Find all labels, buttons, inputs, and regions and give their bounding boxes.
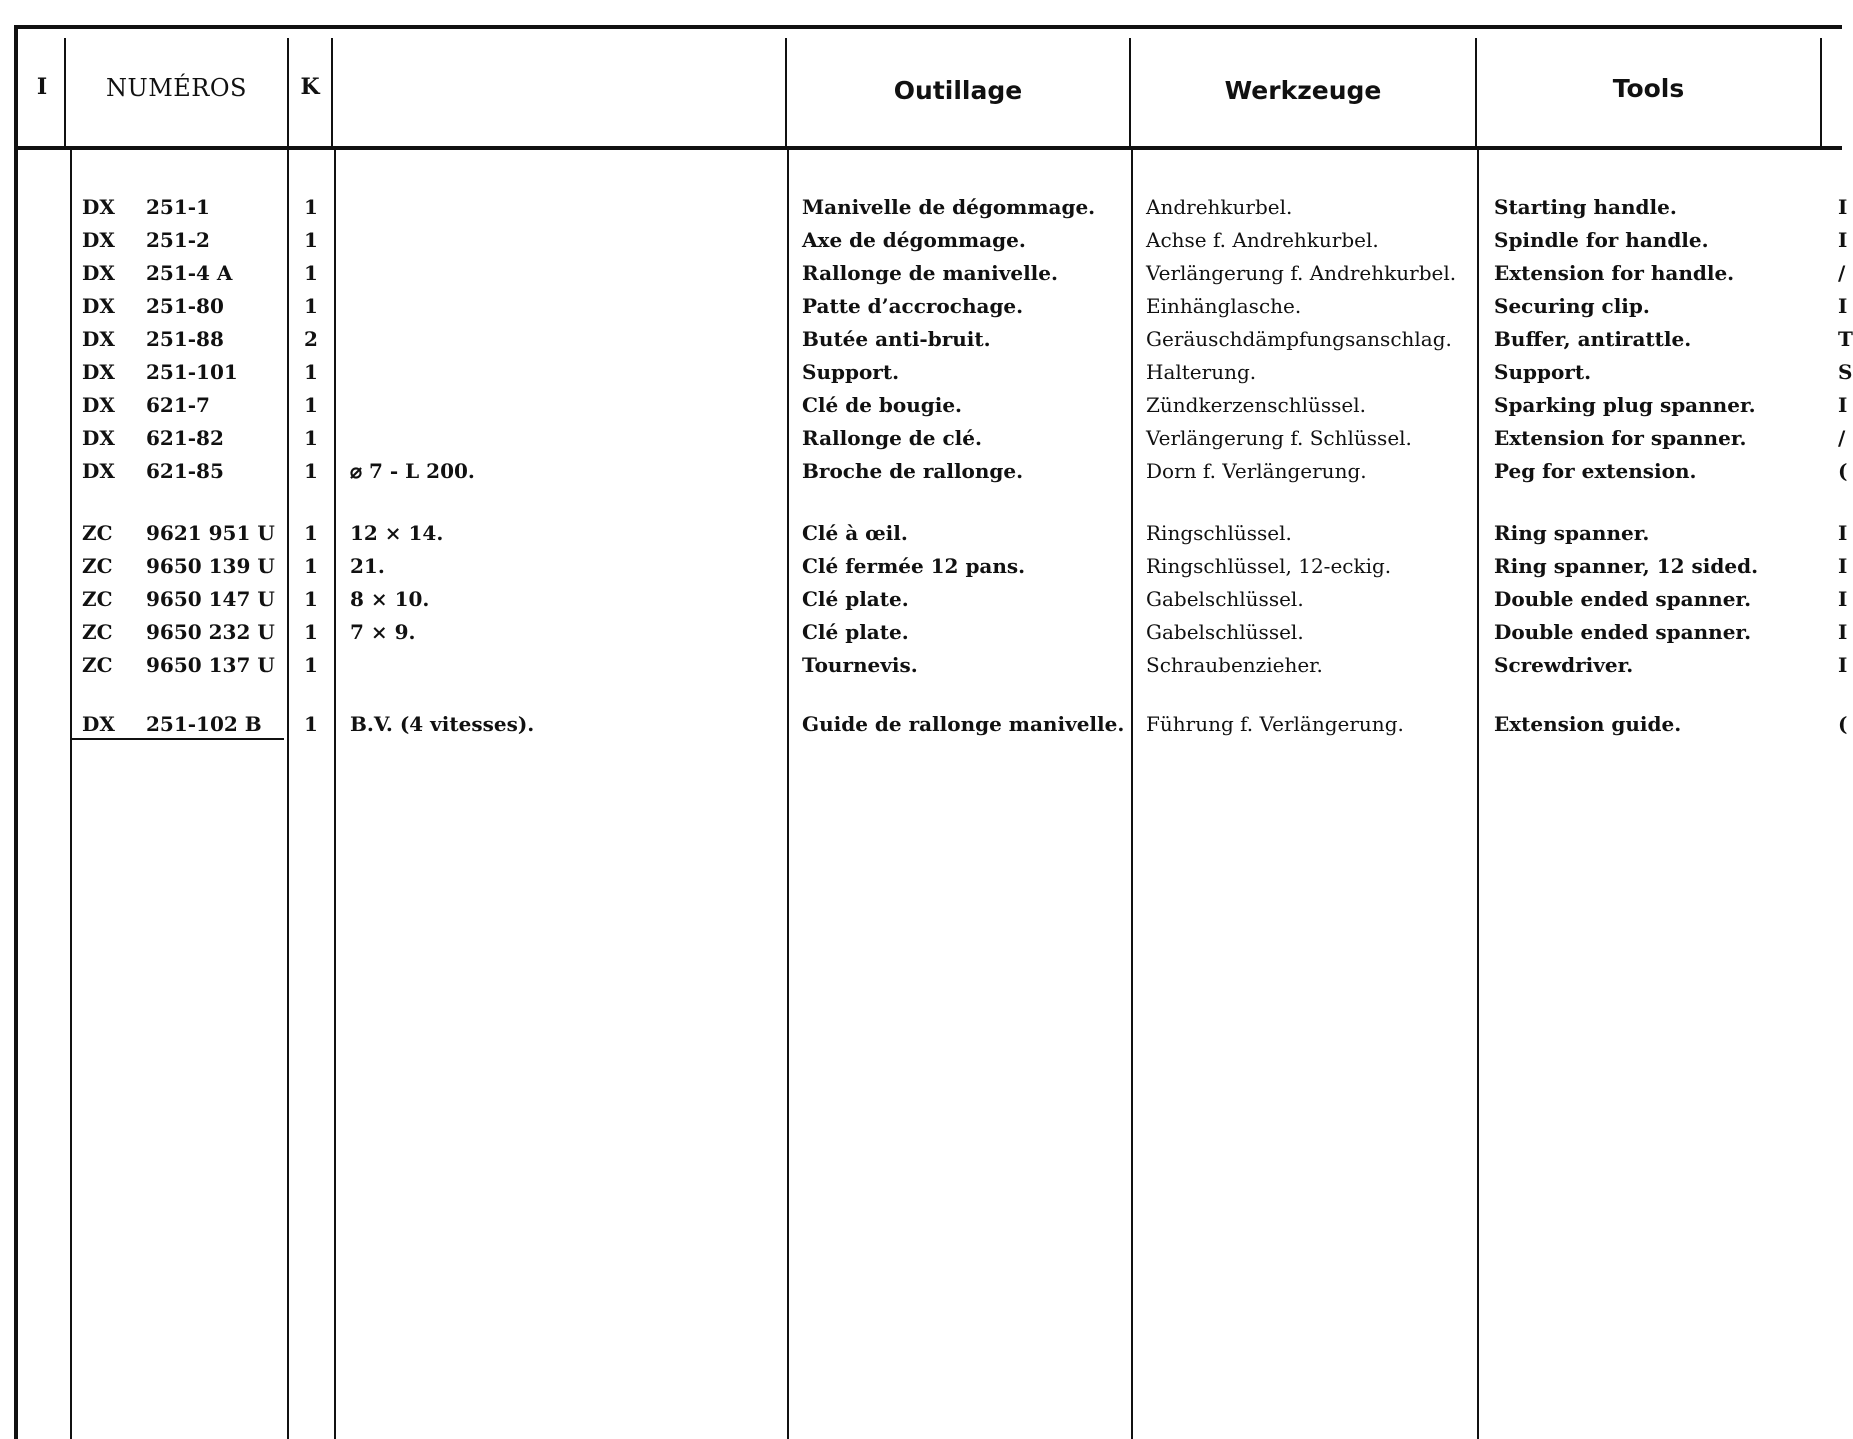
part-name-en: Peg for extension. — [1494, 459, 1697, 483]
part-qty: 1 — [304, 393, 318, 417]
part-name-en: Securing clip. — [1494, 294, 1650, 318]
part-name-fr: Rallonge de clé. — [802, 426, 982, 450]
part-name-fr: Clé plate. — [802, 587, 909, 611]
part-name-fr: Clé de bougie. — [802, 393, 963, 417]
table-row — [0, 456, 1848, 486]
header-tools: Tools — [1612, 74, 1685, 103]
part-number: 9650 139 U — [146, 554, 275, 578]
part-name-de: Dorn f. Verlängerung. — [1146, 459, 1367, 483]
part-name-en: Screwdriver. — [1494, 653, 1634, 677]
part-number: 621-85 — [146, 459, 224, 483]
part-name-cutoff: I — [1838, 653, 1848, 677]
part-qty: 1 — [304, 459, 318, 483]
part-qty: 1 — [304, 426, 318, 450]
part-qty: 1 — [304, 653, 318, 677]
part-spec: 21. — [350, 554, 385, 578]
table-row — [0, 518, 1848, 548]
part-qty: 1 — [304, 554, 318, 578]
part-name-en: Extension for handle. — [1494, 261, 1735, 285]
table-row — [0, 617, 1848, 647]
part-qty: 1 — [304, 360, 318, 384]
part-name-cutoff: I — [1838, 228, 1848, 252]
part-prefix: ZC — [82, 653, 113, 677]
part-name-de: Führung f. Verlängerung. — [1146, 712, 1404, 736]
part-name-fr: Rallonge de manivelle. — [802, 261, 1058, 285]
part-name-de: Geräuschdämpfungsanschlag. — [1146, 327, 1452, 351]
part-qty: 1 — [304, 195, 318, 219]
part-name-de: Gabelschlüssel. — [1146, 587, 1304, 611]
header-divider — [1820, 38, 1822, 146]
part-name-en: Sparking plug spanner. — [1494, 393, 1756, 417]
part-name-fr: Axe de dégommage. — [802, 228, 1026, 252]
part-prefix: DX — [82, 712, 115, 736]
part-prefix: DX — [82, 294, 115, 318]
part-name-cutoff: / — [1838, 261, 1846, 285]
header-divider — [331, 38, 333, 146]
part-number: 251-4 A — [146, 261, 233, 285]
part-number: 9650 147 U — [146, 587, 275, 611]
header-bottom-rule — [16, 146, 1842, 150]
last-part-underline — [72, 738, 284, 740]
part-name-fr: Clé plate. — [802, 620, 909, 644]
part-number: 251-88 — [146, 327, 224, 351]
part-spec: 7 × 9. — [350, 620, 416, 644]
header-outillage: Outillage — [893, 76, 1023, 105]
part-number: 251-1 — [146, 195, 210, 219]
table-row — [0, 225, 1848, 255]
part-name-de: Zündkerzenschlüssel. — [1146, 393, 1366, 417]
part-qty: 1 — [304, 294, 318, 318]
part-name-de: Ringschlüssel. — [1146, 521, 1292, 545]
part-name-cutoff: I — [1838, 587, 1848, 611]
part-prefix: DX — [82, 327, 115, 351]
part-name-fr: Guide de rallonge manivelle. — [802, 712, 1125, 736]
part-name-cutoff: / — [1838, 426, 1846, 450]
part-name-de: Verlängerung f. Schlüssel. — [1146, 426, 1412, 450]
part-name-cutoff: ( — [1838, 459, 1848, 483]
part-name-de: Schraubenzieher. — [1146, 653, 1323, 677]
top-rule — [16, 25, 1842, 29]
part-name-en: Starting handle. — [1494, 195, 1677, 219]
part-name-de: Halterung. — [1146, 360, 1257, 384]
part-number: 621-82 — [146, 426, 224, 450]
part-number: 9650 232 U — [146, 620, 275, 644]
part-name-de: Ringschlüssel, 12-eckig. — [1146, 554, 1392, 578]
part-prefix: DX — [82, 459, 115, 483]
part-name-fr: Manivelle de dégommage. — [802, 195, 1096, 219]
part-name-de: Achse f. Andrehkurbel. — [1146, 228, 1379, 252]
part-spec: 12 × 14. — [350, 521, 444, 545]
table-row — [0, 551, 1848, 581]
table-row — [0, 192, 1848, 222]
part-name-cutoff: I — [1838, 393, 1848, 417]
part-name-de: Verlängerung f. Andrehkurbel. — [1146, 261, 1457, 285]
part-prefix: DX — [82, 261, 115, 285]
header-i: I — [36, 74, 48, 100]
part-name-cutoff: T — [1838, 327, 1853, 351]
part-name-fr: Tournevis. — [802, 653, 918, 677]
part-name-de: Andrehkurbel. — [1146, 195, 1293, 219]
part-name-en: Double ended spanner. — [1494, 620, 1752, 644]
part-name-fr: Patte d’accrochage. — [802, 294, 1024, 318]
part-qty: 1 — [304, 587, 318, 611]
part-qty: 1 — [304, 261, 318, 285]
part-prefix: DX — [82, 426, 115, 450]
part-name-en: Ring spanner, 12 sided. — [1494, 554, 1759, 578]
part-name-de: Gabelschlüssel. — [1146, 620, 1304, 644]
part-qty: 1 — [304, 228, 318, 252]
table-row — [0, 584, 1848, 614]
table-row — [0, 390, 1848, 420]
part-number: 251-101 — [146, 360, 238, 384]
part-name-en: Double ended spanner. — [1494, 587, 1752, 611]
part-qty: 1 — [304, 712, 318, 736]
table-row — [0, 291, 1848, 321]
part-name-cutoff: S — [1838, 360, 1853, 384]
part-name-cutoff: I — [1838, 620, 1848, 644]
part-name-en: Extension guide. — [1494, 712, 1682, 736]
part-name-fr: Butée anti-bruit. — [802, 327, 991, 351]
header-k: K — [300, 74, 320, 100]
part-prefix: DX — [82, 195, 115, 219]
part-number: 251-80 — [146, 294, 224, 318]
part-spec: ⌀ 7 - L 200. — [350, 459, 475, 483]
table-row — [0, 357, 1853, 387]
part-prefix: DX — [82, 228, 115, 252]
part-spec: 8 × 10. — [350, 587, 430, 611]
part-prefix: DX — [82, 393, 115, 417]
part-prefix: ZC — [82, 620, 113, 644]
table-row — [0, 709, 1848, 739]
part-name-cutoff: I — [1838, 521, 1848, 545]
header-werkzeuge: Werkzeuge — [1224, 76, 1382, 105]
part-name-en: Support. — [1494, 360, 1592, 384]
part-prefix: ZC — [82, 587, 113, 611]
part-name-fr: Clé à œil. — [802, 521, 908, 545]
part-name-en: Buffer, antirattle. — [1494, 327, 1692, 351]
part-number: 9650 137 U — [146, 653, 275, 677]
part-name-fr: Support. — [802, 360, 900, 384]
table-row — [0, 650, 1848, 680]
part-qty: 2 — [304, 327, 318, 351]
part-spec: B.V. (4 vitesses). — [350, 712, 535, 736]
part-name-de: Einhänglasche. — [1146, 294, 1302, 318]
part-qty: 1 — [304, 620, 318, 644]
part-name-en: Spindle for handle. — [1494, 228, 1709, 252]
part-name-cutoff: I — [1838, 554, 1848, 578]
part-name-en: Ring spanner. — [1494, 521, 1650, 545]
part-number: 621-7 — [146, 393, 210, 417]
part-prefix: ZC — [82, 554, 113, 578]
part-name-fr: Broche de rallonge. — [802, 459, 1024, 483]
part-number: 251-102 B — [146, 712, 262, 736]
part-prefix: DX — [82, 360, 115, 384]
part-number: 251-2 — [146, 228, 210, 252]
part-name-en: Extension for spanner. — [1494, 426, 1747, 450]
part-name-fr: Clé fermée 12 pans. — [802, 554, 1026, 578]
part-name-cutoff: I — [1838, 195, 1848, 219]
part-name-cutoff: ( — [1838, 712, 1848, 736]
header-numeros: NUMÉROS — [105, 74, 247, 102]
part-qty: 1 — [304, 521, 318, 545]
part-prefix: ZC — [82, 521, 113, 545]
part-name-cutoff: I — [1838, 294, 1848, 318]
table-row — [0, 423, 1846, 453]
table-row — [0, 258, 1846, 288]
table-row — [0, 324, 1853, 354]
part-number: 9621 951 U — [146, 521, 275, 545]
